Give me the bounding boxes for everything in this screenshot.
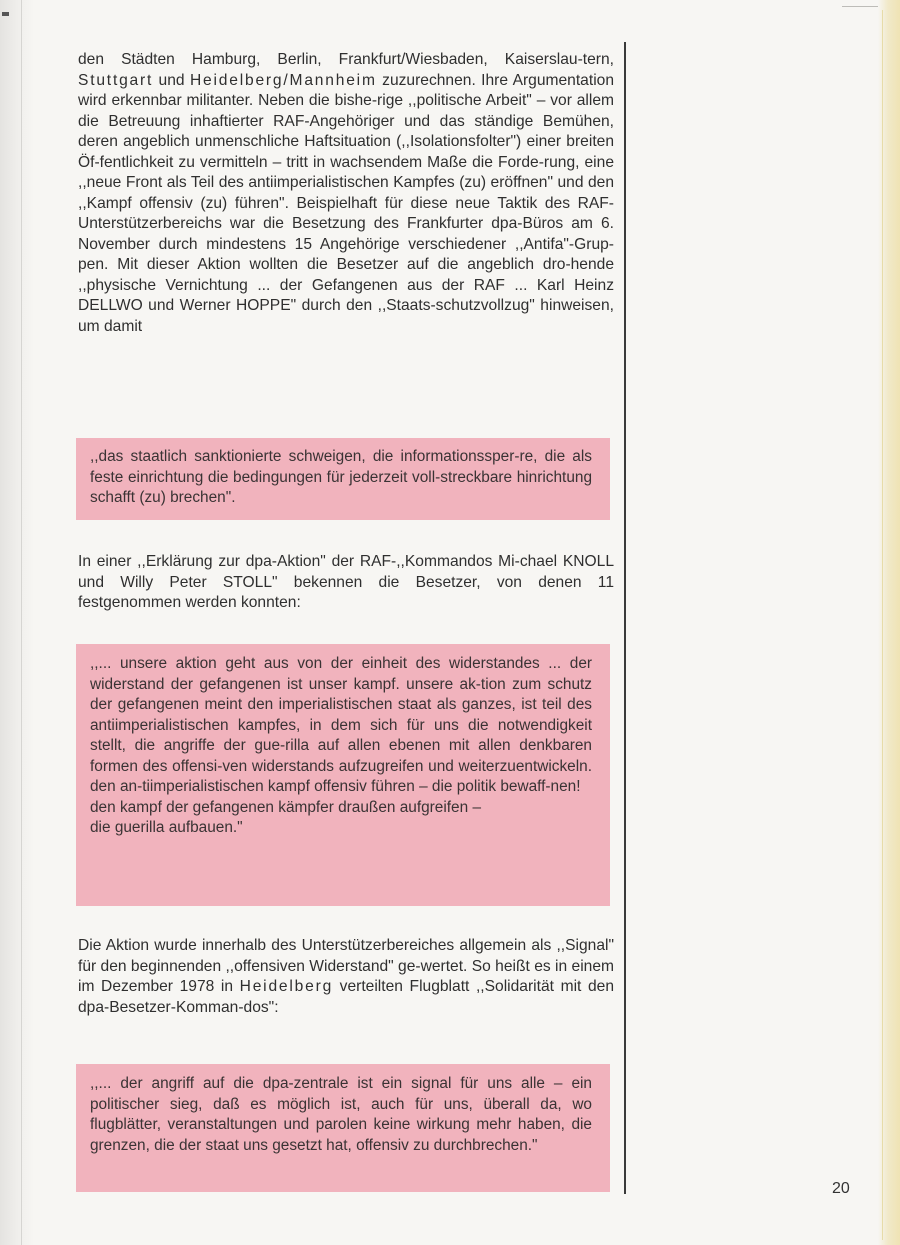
- binding-line: [21, 0, 22, 1245]
- quote-text-2a: ,,... unsere aktion geht aus von der einheit des widerstandes ... der widerstand der gefangenen ist unser kampf. unsere ak-tion zum schutz der gefangenen meint den imperialistischen staat als ganzes, ist teil des antiimperialistischen kampfes, in dem sich für uns die notwendigkeit stellt, die angriffe der gue-rilla auf allen ebenen mit allen denkbaren formen des offensi-ven widerstands aufzugreifen und weiterzuentwickeln. den an-tiimperialistischen kampf offensiv führen – die politik bewaff-nen!: [90, 655, 592, 795]
- quote-text-1: ,,das staatlich sanktionierte schweigen, die informationssper-re, die als feste einrichtung die bedingungen für jederzeit voll-streckbare hinrichtung schafft (zu) brechen".: [90, 448, 592, 506]
- quote-text-2c: die guerilla aufbauen.": [90, 819, 243, 836]
- city-stuttgart: Stuttgart: [78, 71, 154, 89]
- paragraph-signal: [78, 936, 614, 1018]
- city-heidelberg-mannheim: Heidelberg/Mannheim: [189, 71, 377, 89]
- binding-shadow: [0, 0, 34, 1245]
- paragraph-declaration: In einer ,,Erklärung zur dpa-Aktion" der RAF-,,Kommandos Mi-chael KNOLL und Willy Peter STOLL" bekennen die Besetzer, von denen 11 festgenommen werden konnten:: [78, 553, 614, 611]
- paragraph-signal-text: verteilten Flugblatt ,,Solidarität mit den dpa-Besetzer-Komman-dos":: [78, 978, 614, 1016]
- quote-text-3: ,,... der angriff auf die dpa-zentrale ist ein signal für uns alle – ein politischer sieg, daß es möglich ist, auch für uns, überall da, wo flugblätter, veranstaltungen und parolen keine wirkung mehr haben, die grenzen, die der staat uns gesetzt hat, offensiv zu durchbrechen.": [90, 1075, 592, 1154]
- paragraph-intro: [78, 50, 614, 337]
- paragraph-intro-text: und: [153, 71, 190, 89]
- page-number: 20: [832, 1180, 850, 1197]
- page-edge-line: [882, 10, 883, 1240]
- quote-box-2: [76, 644, 610, 906]
- scan-corner-mark: [2, 12, 9, 16]
- margin-rule: [624, 42, 626, 1194]
- city-heidelberg: Heidelberg: [239, 978, 334, 995]
- paragraph-intro-text: den Städten Hamburg, Berlin, Frankfurt/Wiesbaden, Kaiserslau-tern,: [78, 51, 614, 68]
- quote-box-3: [76, 1064, 610, 1192]
- quote-text-2b: den kampf der gefangenen kämpfer draußen aufgreifen –: [90, 798, 482, 816]
- quote-box-1: [76, 438, 610, 520]
- paragraph-signal-text: Die Aktion wurde innerhalb des Unterstützerbereiches allgemein als ,,Signal" für den beginnenden ,,offensiven Widerstand" ge-wertet. So heißt es in einem im Dezember 1978 in: [78, 937, 614, 995]
- paragraph-intro-text: zuzurechnen. Ihre Argumentation wird erkennbar militanter. Neben die bishe-rige ,,politische Arbeit" – vor allem die Betreuung inhaftierter RAF-Angehöriger und das ständige Bemühen, deren angeblich unmenschliche Haftsituation (,,Isolationsfolter") einer breiten Öf-fentlichkeit zu vermitteln – tritt in wachsendem Maße die Forde-rung, eine ,,neue Front als Teil des antiimperialistischen Kampfes (zu) eröffnen" und den ,,Kampf offensiv (zu) führen". Beispielhaft für diese neue Taktik des RAF-Unterstützerbereichs war die Besetzung des Frankfurter dpa-Büros am 6. November durch mindestens 15 Angehörige verschiedener ,,Antifa"-Grup-pen. Mit dieser Aktion wollten die Besetzer auf die angeblich dro-hende ,,physische Vernichtung ... der Gefangenen aus der RAF ... Karl Heinz DELLWO und Werner HOPPE" durch den ,,Staats-schutzvollzug" hinweisen, um damit: [78, 71, 614, 335]
